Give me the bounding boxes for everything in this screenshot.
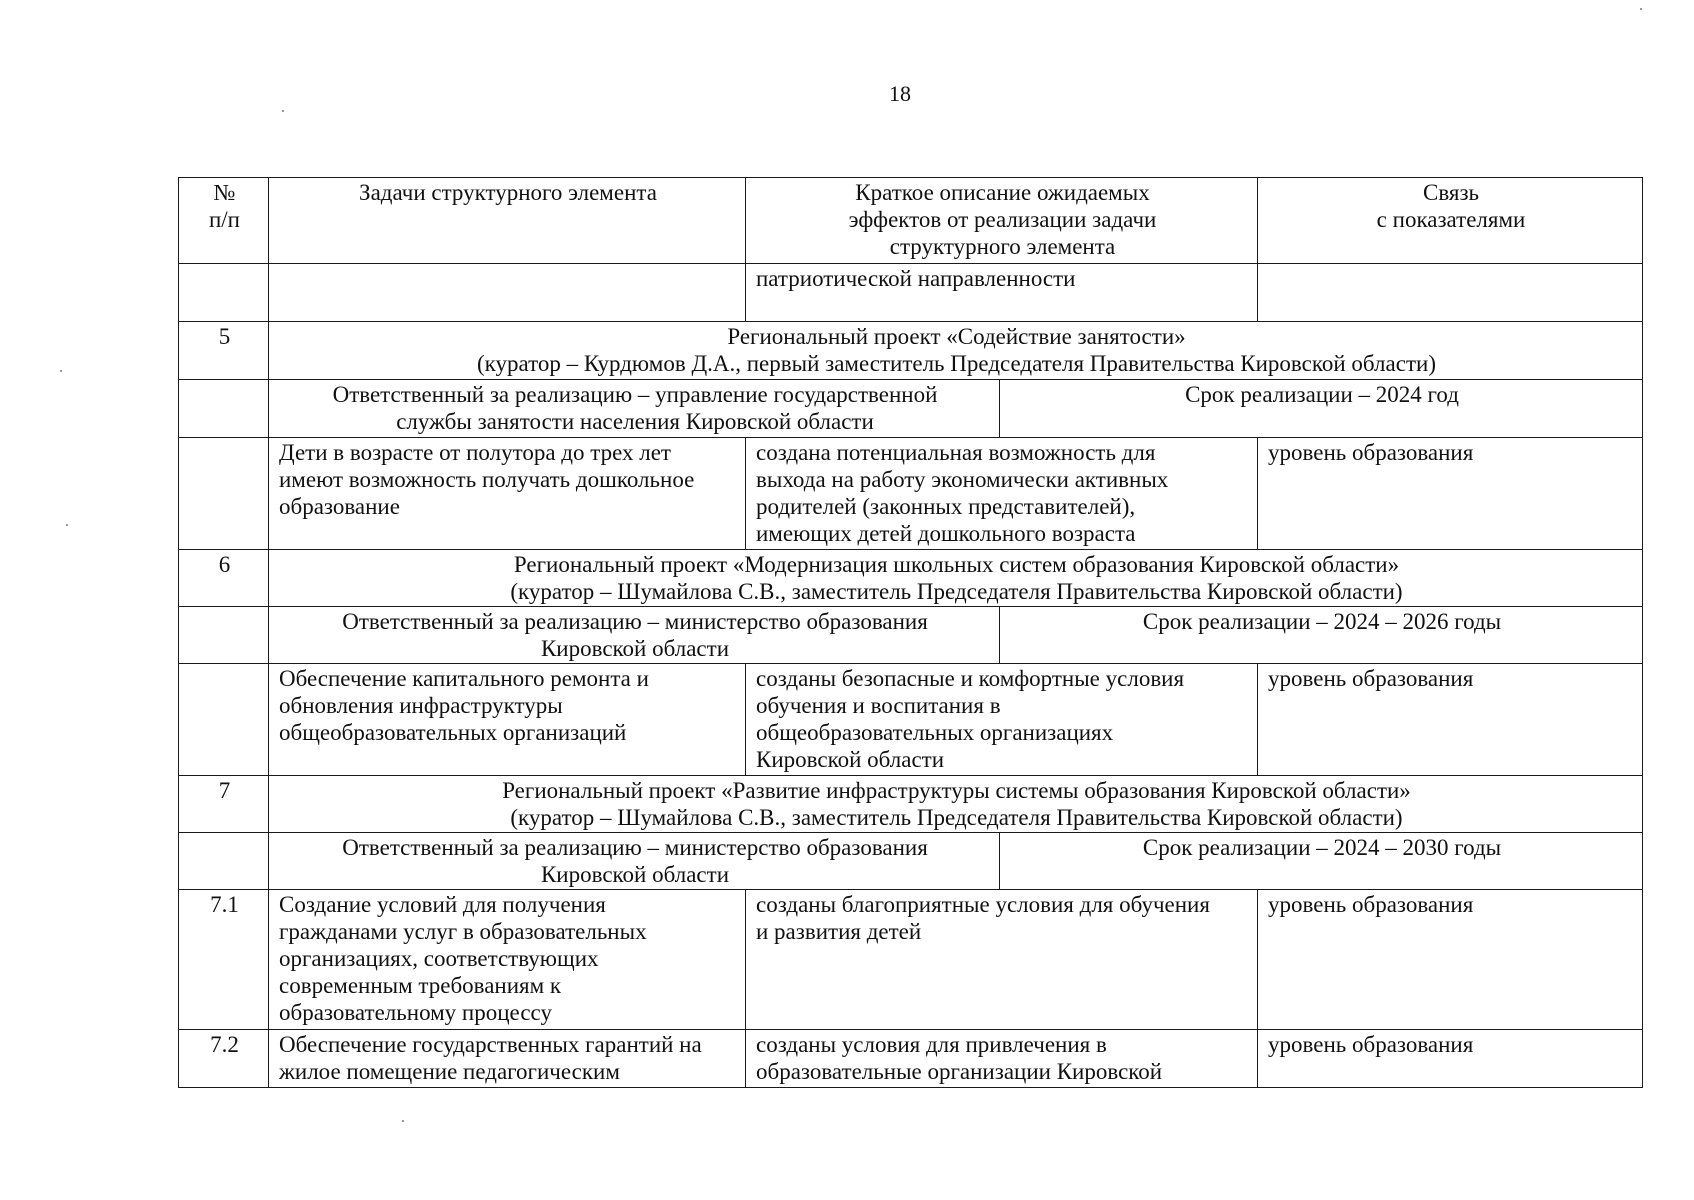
task-num-cell: 7.1: [179, 890, 269, 1030]
effect-line: созданы условия для привлечения в: [756, 1032, 1107, 1057]
link-cell: уровень образования: [1258, 890, 1643, 1030]
project-title: Региональный проект «Содействие занятости»: [727, 324, 1186, 349]
project-title-row: [179, 322, 1643, 380]
header-link-line: с показателями: [1376, 207, 1526, 232]
effect-line: общеобразовательных организациях: [756, 720, 1114, 745]
project-responsible-row: [179, 607, 1643, 664]
task-cell: [269, 664, 746, 776]
effect-line: создана потенциальная возможность для: [756, 440, 1156, 465]
page-number: 18: [889, 81, 911, 106]
responsible-line: Кировской области: [540, 862, 730, 887]
task-num-cell: [179, 664, 269, 776]
scan-speck: [66, 524, 68, 526]
link-cell: уровень образования: [1258, 1030, 1643, 1088]
project-title-row: [179, 550, 1643, 607]
effect-cell: [746, 1030, 1258, 1088]
effect-cell: [746, 890, 1258, 1030]
responsible-line: Ответственный за реализацию – министерство образования: [342, 835, 928, 860]
task-line: Обеспечение капитального ремонта и: [279, 666, 649, 691]
project-responsible-row: [179, 833, 1643, 890]
project-title: Региональный проект «Развитие инфраструктуры системы образования Кировской области»: [502, 778, 1411, 803]
header-num-line: п/п: [208, 207, 240, 232]
link-cell: уровень образования: [1258, 664, 1643, 776]
project-title-cell: [269, 322, 1643, 380]
task-line: имеют возможность получать дошкольное: [279, 467, 695, 492]
project-title-cell: [269, 550, 1643, 607]
project-responsible-row: [179, 380, 1643, 438]
task-cell: [269, 438, 746, 550]
project-curator: (куратор – Курдюмов Д.А., первый заместитель Председателя Правительства Кировской области): [477, 351, 1436, 376]
table-header-row: [179, 178, 1643, 264]
effect-line: родителей (законных представителей),: [756, 494, 1136, 519]
term-cell: Срок реализации – 2024 – 2026 годы: [1000, 607, 1643, 664]
effect-line: созданы благоприятные условия для обучения: [756, 892, 1210, 917]
task-line: жилое помещение педагогическим: [279, 1059, 620, 1084]
header-effects-line: Краткое описание ожидаемых: [855, 180, 1150, 205]
task-line: образовательному процессу: [279, 1000, 552, 1025]
empty-cell: [179, 380, 269, 438]
project-title: Региональный проект «Модернизация школьных систем образования Кировской области»: [513, 552, 1400, 577]
project-curator: (куратор – Шумайлова С.В., заместитель Председателя Правительства Кировской области): [510, 579, 1403, 604]
link-cell: уровень образования: [1258, 438, 1643, 550]
header-link-line: Связь: [1422, 180, 1480, 205]
responsible-line: Кировской области: [540, 636, 730, 661]
task-line: общеобразовательных организаций: [279, 720, 627, 745]
responsible-cell: [269, 833, 1000, 890]
effect-cell: [746, 664, 1258, 776]
project-title-cell: [269, 776, 1643, 833]
effect-line: Кировской области: [756, 747, 945, 772]
task-line: Создание условий для получения: [279, 892, 606, 917]
effect-line: созданы безопасные и комфортные условия: [756, 666, 1185, 691]
task-line: современным требованиям к: [279, 973, 562, 998]
header-effects-line: эффектов от реализации задачи: [848, 207, 1157, 232]
task-row: [179, 1030, 1643, 1088]
project-title-row: [179, 776, 1643, 833]
responsible-cell: [269, 380, 1000, 438]
project-num-cell: 7: [179, 776, 269, 833]
task-cell: [269, 1030, 746, 1088]
empty-cell: [179, 833, 269, 890]
header-effects-cell: [746, 178, 1258, 264]
header-tasks-cell: Задачи структурного элемента: [269, 178, 746, 264]
task-line: гражданами услуг в образовательных: [279, 919, 647, 944]
effect-line: обучения и воспитания в: [756, 693, 1001, 718]
task-row: [179, 438, 1643, 550]
empty-cell: [179, 264, 269, 322]
empty-cell: [269, 264, 746, 322]
scan-speck: [282, 110, 284, 112]
header-num-line: №: [213, 180, 236, 205]
responsible-line: Ответственный за реализацию – управление государственной: [332, 382, 938, 407]
task-num-cell: [179, 438, 269, 550]
effect-line: выхода на работу экономически активных: [756, 467, 1169, 492]
effect-line: образовательные организации Кировской: [756, 1059, 1163, 1084]
term-cell: Срок реализации – 2024 год: [1000, 380, 1643, 438]
task-num-cell: 7.2: [179, 1030, 269, 1088]
task-line: организациях, соответствующих: [279, 946, 599, 971]
effect-cell: [746, 438, 1258, 550]
task-line: обновления инфраструктуры: [279, 693, 563, 718]
task-line: Обеспечение государственных гарантий на: [279, 1032, 702, 1057]
structure-table: [178, 177, 1643, 1088]
scan-speck: [402, 1120, 404, 1122]
header-link-cell: [1258, 178, 1643, 264]
effect-line: имеющих детей дошкольного возраста: [756, 521, 1136, 546]
empty-cell: [1258, 264, 1643, 322]
task-cell: [269, 890, 746, 1030]
project-curator: (куратор – Шумайлова С.В., заместитель Председателя Правительства Кировской области): [510, 805, 1403, 830]
responsible-cell: [269, 607, 1000, 664]
task-row: [179, 890, 1643, 1030]
task-line: Дети в возрасте от полутора до трех лет: [279, 440, 671, 465]
effect-cell: патриотической направленности: [746, 264, 1258, 322]
task-line: образование: [279, 494, 400, 519]
continuation-row: [179, 264, 1643, 322]
project-num-cell: 5: [179, 322, 269, 380]
header-effects-line: структурного элемента: [889, 234, 1116, 259]
project-num-cell: 6: [179, 550, 269, 607]
task-row: [179, 664, 1643, 776]
scan-speck: [1640, 8, 1642, 10]
term-cell: Срок реализации – 2024 – 2030 годы: [1000, 833, 1643, 890]
scan-speck: [60, 370, 62, 372]
responsible-line: службы занятости населения Кировской области: [396, 409, 874, 434]
effect-line: и развития детей: [756, 919, 922, 944]
header-num-cell: [179, 178, 269, 264]
empty-cell: [179, 607, 269, 664]
responsible-line: Ответственный за реализацию – министерство образования: [342, 609, 928, 634]
